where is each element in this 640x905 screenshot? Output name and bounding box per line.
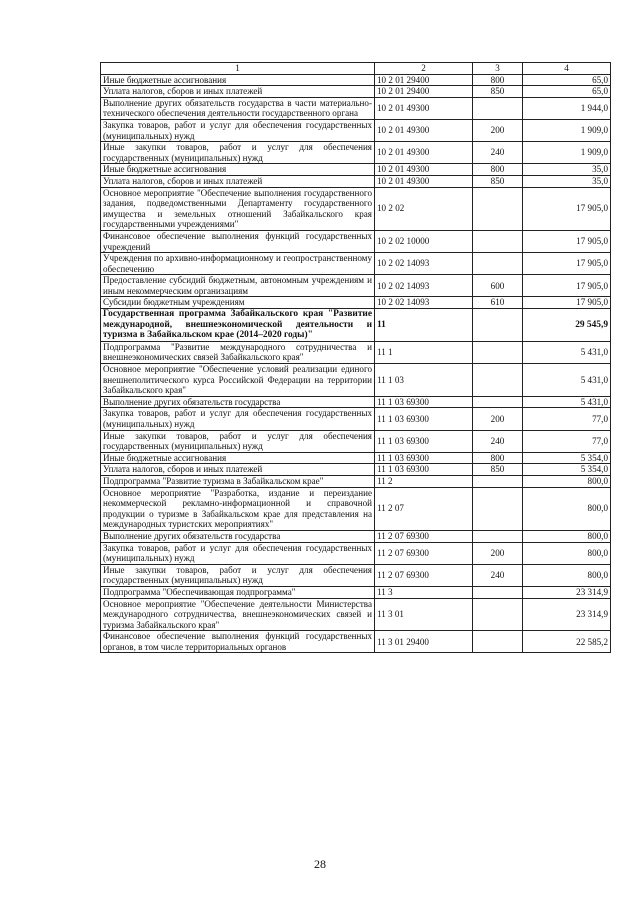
row-code: 11 2 07	[375, 487, 473, 530]
row-expense-type	[473, 364, 523, 397]
row-amount: 29 545,9	[523, 309, 611, 342]
row-expense-type	[473, 475, 523, 487]
row-name: Уплата налогов, сборов и иных платежей	[101, 464, 375, 476]
row-expense-type: 240	[473, 430, 523, 452]
page-number: 28	[314, 857, 326, 871]
row-code: 10 2 01 49300	[375, 97, 473, 119]
table-row	[101, 452, 611, 464]
row-name: Подпрограмма "Обеспечивающая подпрограмма"	[101, 586, 375, 598]
row-amount: 35,0	[523, 175, 611, 187]
table-row	[101, 253, 611, 275]
table-row	[101, 464, 611, 476]
row-name: Иные бюджетные ассигнования	[101, 74, 375, 86]
row-expense-type	[473, 253, 523, 275]
row-name: Иные бюджетные ассигнования	[101, 452, 375, 464]
row-expense-type	[473, 631, 523, 653]
header-col-1: 1	[101, 63, 375, 75]
row-code: 11 1 03 69300	[375, 452, 473, 464]
row-amount: 17 905,0	[523, 230, 611, 252]
row-expense-type: 240	[473, 564, 523, 586]
table-row	[101, 86, 611, 98]
row-expense-type	[473, 341, 523, 363]
row-code: 11 1	[375, 341, 473, 363]
table-row	[101, 564, 611, 586]
header-row	[101, 63, 611, 75]
row-name: Основное мероприятие "Обеспечение деятельности Министерства международного сотрудничества, внешнеэкономических связей и туризма Забайкальского края"	[101, 598, 375, 631]
row-name: Закупка товаров, работ и услуг для обеспечения государственных (муниципальных) нужд	[101, 408, 375, 430]
row-amount: 77,0	[523, 430, 611, 452]
row-name: Подпрограмма "Развитие туризма в Забайкальском крае"	[101, 475, 375, 487]
row-expense-type	[473, 396, 523, 408]
table-row	[101, 74, 611, 86]
row-amount: 5 431,0	[523, 396, 611, 408]
row-amount: 22 585,2	[523, 631, 611, 653]
table-row	[101, 142, 611, 164]
row-expense-type: 600	[473, 275, 523, 297]
row-code: 10 2 01 29400	[375, 74, 473, 86]
row-name: Основное мероприятие "Обеспечение выполнения государственного задания, подведомственными Департаменту государственного имущества и земельных отношений Забайкальского края государственными учреждениями"	[101, 187, 375, 230]
row-code: 11 1 03 69300	[375, 464, 473, 476]
row-amount: 17 905,0	[523, 253, 611, 275]
row-name: Финансовое обеспечение выполнения функций государственных органов, в том числе территориальных органов	[101, 631, 375, 653]
row-expense-type: 200	[473, 408, 523, 430]
row-name: Выполнение других обязательств государства	[101, 530, 375, 542]
table-row	[101, 297, 611, 309]
row-expense-type	[473, 187, 523, 230]
row-expense-type: 850	[473, 86, 523, 98]
table-row	[101, 309, 611, 342]
row-amount: 5 354,0	[523, 452, 611, 464]
table-row	[101, 396, 611, 408]
row-expense-type: 800	[473, 74, 523, 86]
table-row	[101, 408, 611, 430]
row-amount: 77,0	[523, 408, 611, 430]
table-header	[101, 63, 611, 75]
table-row	[101, 341, 611, 363]
header-col-2: 2	[375, 63, 473, 75]
row-name: Выполнение других обязательств государства	[101, 396, 375, 408]
table-row	[101, 598, 611, 631]
table-row	[101, 487, 611, 530]
row-name: Закупка товаров, работ и услуг для обеспечения государственных (муниципальных) нужд	[101, 119, 375, 141]
table-row	[101, 175, 611, 187]
row-name: Иные закупки товаров, работ и услуг для обеспечения государственных (муниципальных) нужд	[101, 430, 375, 452]
row-code: 10 2 01 49300	[375, 175, 473, 187]
row-code: 11 2 07 69300	[375, 564, 473, 586]
row-amount: 65,0	[523, 74, 611, 86]
row-code: 11 3 01	[375, 598, 473, 631]
row-expense-type	[473, 586, 523, 598]
row-name: Финансовое обеспечение выполнения функций государственных учреждений	[101, 230, 375, 252]
row-amount: 1 909,0	[523, 119, 611, 141]
row-name: Государственная программа Забайкальского края "Развитие международной, внешнеэкономической деятельности и туризма в Забайкальском крае (2014–2020 годы)"	[101, 309, 375, 342]
row-name: Выполнение других обязательств государства в части материально-технического обеспечения деятельности государственного органа	[101, 97, 375, 119]
table-row	[101, 530, 611, 542]
row-name: Уплата налогов, сборов и иных платежей	[101, 175, 375, 187]
row-expense-type: 610	[473, 297, 523, 309]
row-expense-type	[473, 487, 523, 530]
row-amount: 23 314,9	[523, 586, 611, 598]
table-row	[101, 542, 611, 564]
row-amount: 5 431,0	[523, 341, 611, 363]
row-amount: 800,0	[523, 487, 611, 530]
row-code: 10 2 02	[375, 187, 473, 230]
row-name: Уплата налогов, сборов и иных платежей	[101, 86, 375, 98]
row-name: Предоставление субсидий бюджетным, автономным учреждениям и иным некоммерческим организациям	[101, 275, 375, 297]
row-amount: 800,0	[523, 564, 611, 586]
table-row	[101, 119, 611, 141]
row-code: 11 1 03	[375, 364, 473, 397]
row-code: 10 2 01 49300	[375, 119, 473, 141]
row-name: Учреждения по архивно-информационному и геопространственному обеспечению	[101, 253, 375, 275]
row-name: Основное мероприятие "Разработка, издание и переиздание некоммерческой рекламно-информационной и справочной продукции о туризме в Забайкальском крае для представления на международных туристских мероприятиях"	[101, 487, 375, 530]
row-expense-type	[473, 309, 523, 342]
row-code: 11 2 07 69300	[375, 530, 473, 542]
row-amount: 5 354,0	[523, 464, 611, 476]
row-name: Подпрограмма "Развитие международного сотрудничества и внешнеэкономических связей Забайкальского края"	[101, 341, 375, 363]
table-row	[101, 164, 611, 176]
table-body	[101, 74, 611, 653]
row-code: 10 2 02 14093	[375, 297, 473, 309]
row-name: Закупка товаров, работ и услуг для обеспечения государственных (муниципальных) нужд	[101, 542, 375, 564]
row-amount: 35,0	[523, 164, 611, 176]
row-expense-type: 200	[473, 542, 523, 564]
row-amount: 23 314,9	[523, 598, 611, 631]
table-row	[101, 631, 611, 653]
row-expense-type: 800	[473, 164, 523, 176]
row-amount: 5 431,0	[523, 364, 611, 397]
row-expense-type: 800	[473, 452, 523, 464]
row-amount: 800,0	[523, 475, 611, 487]
row-name: Субсидии бюджетным учреждениям	[101, 297, 375, 309]
header-col-3: 3	[473, 63, 523, 75]
table-row	[101, 230, 611, 252]
row-name: Иные закупки товаров, работ и услуг для обеспечения государственных (муниципальных) нужд	[101, 142, 375, 164]
budget-table	[100, 62, 611, 653]
row-amount: 1 944,0	[523, 97, 611, 119]
header-col-4: 4	[523, 63, 611, 75]
row-expense-type: 850	[473, 464, 523, 476]
row-expense-type	[473, 230, 523, 252]
row-code: 11 2 07 69300	[375, 542, 473, 564]
row-code: 11 3	[375, 586, 473, 598]
row-code: 10 2 01 29400	[375, 86, 473, 98]
table-row	[101, 586, 611, 598]
row-expense-type	[473, 598, 523, 631]
row-amount: 17 905,0	[523, 187, 611, 230]
row-code: 10 2 02 10000	[375, 230, 473, 252]
row-code: 11 1 03 69300	[375, 408, 473, 430]
row-expense-type: 240	[473, 142, 523, 164]
row-expense-type	[473, 97, 523, 119]
row-code: 11 1 03 69300	[375, 396, 473, 408]
row-code: 10 2 01 49300	[375, 142, 473, 164]
table-row	[101, 364, 611, 397]
row-name: Иные бюджетные ассигнования	[101, 164, 375, 176]
row-name: Иные закупки товаров, работ и услуг для обеспечения государственных (муниципальных) нужд	[101, 564, 375, 586]
row-amount: 800,0	[523, 542, 611, 564]
row-amount: 65,0	[523, 86, 611, 98]
row-name: Основное мероприятие "Обеспечение условий реализации единого внешнеполитического курса Российской Федерации на территории Забайкальского края"	[101, 364, 375, 397]
row-expense-type: 200	[473, 119, 523, 141]
row-amount: 17 905,0	[523, 297, 611, 309]
row-code: 10 2 02 14093	[375, 275, 473, 297]
row-code: 10 2 02 14093	[375, 253, 473, 275]
row-expense-type	[473, 530, 523, 542]
row-code: 11 3 01 29400	[375, 631, 473, 653]
row-code: 10 2 01 49300	[375, 164, 473, 176]
row-amount: 1 909,0	[523, 142, 611, 164]
row-amount: 17 905,0	[523, 275, 611, 297]
table-row	[101, 187, 611, 230]
row-code: 11 2	[375, 475, 473, 487]
row-amount: 800,0	[523, 530, 611, 542]
row-code: 11 1 03 69300	[375, 430, 473, 452]
table-row	[101, 97, 611, 119]
row-code: 11	[375, 309, 473, 342]
table-row	[101, 475, 611, 487]
table-row	[101, 430, 611, 452]
row-expense-type: 850	[473, 175, 523, 187]
table-row	[101, 275, 611, 297]
